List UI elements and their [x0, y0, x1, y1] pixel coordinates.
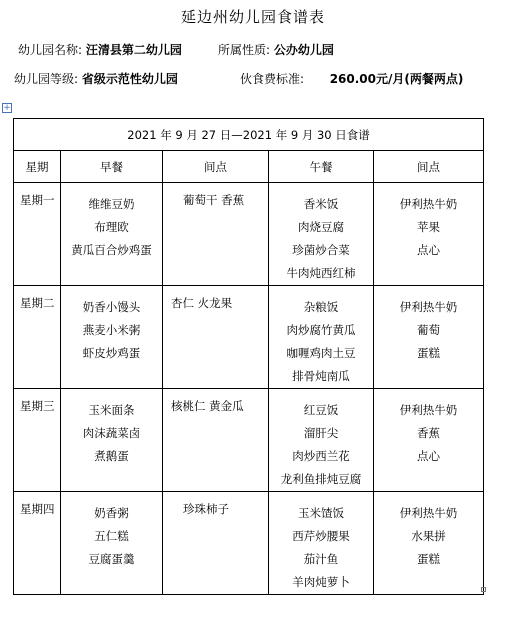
table-caption-row — [14, 119, 484, 151]
snack-cell: 杏仁 火龙果 — [163, 286, 269, 389]
fee-label: 伙食费标准: — [240, 72, 305, 86]
header-snack-1: 间点 — [163, 151, 269, 183]
menu-item: 虾皮炒鸡蛋 — [82, 346, 141, 360]
type-value: 公办幼儿园 — [273, 43, 334, 57]
breakfast-cell — [61, 286, 163, 389]
breakfast-cell — [61, 389, 163, 492]
menu-item: 香米饭 — [303, 197, 339, 211]
table-row — [14, 286, 484, 389]
weekday-label: 星期二 — [14, 286, 61, 389]
lunch-cell — [269, 286, 374, 389]
menu-item: 伊利热牛奶 — [399, 506, 458, 520]
menu-item: 煮鹅蛋 — [94, 449, 129, 463]
kindergarten-grade — [14, 70, 178, 87]
menu-item: 蛋糕 — [417, 552, 441, 566]
menu-item: 蛋糕 — [417, 346, 441, 360]
table-caption: 2021 年 9 月 27 日—2021 年 9 月 30 日食谱 — [14, 119, 484, 151]
grade-value: 省级示范性幼儿园 — [81, 72, 178, 86]
menu-item: 苹果 — [417, 220, 441, 234]
menu-item: 玉米面条 — [88, 403, 135, 417]
menu-item: 羊肉炖萝卜 — [292, 575, 350, 589]
menu-item: 维维豆奶 — [88, 197, 135, 211]
menu-item: 西芹炒腰果 — [292, 529, 350, 543]
menu-item: 肉烧豆腐 — [298, 220, 344, 234]
table-row — [14, 183, 484, 286]
menu-item: 龙利鱼排炖豆腐 — [280, 472, 362, 486]
header-breakfast: 早餐 — [61, 151, 163, 183]
snack-cell: 葡萄干 香蕉 — [163, 183, 269, 286]
menu-item: 伊利热牛奶 — [399, 197, 458, 211]
menu-item: 点心 — [417, 243, 441, 257]
menu-item: 溜肝尖 — [303, 426, 339, 440]
type-label: 所属性质: — [218, 43, 271, 57]
breakfast-cell — [61, 183, 163, 286]
afternoon-snack-cell — [374, 492, 484, 595]
menu-item: 黄瓜百合炒鸡蛋 — [71, 243, 152, 257]
kindergarten-type — [218, 41, 334, 58]
lunch-cell — [269, 492, 374, 595]
table-row — [14, 492, 484, 595]
snack-cell: 核桃仁 黄金瓜 — [163, 389, 269, 492]
name-value: 汪清县第二幼儿园 — [85, 43, 182, 57]
breakfast-cell — [61, 492, 163, 595]
header-lunch: 午餐 — [269, 151, 374, 183]
menu-item: 香蕉 — [417, 426, 441, 440]
weekday-label: 星期三 — [14, 389, 61, 492]
menu-item: 燕麦小米粥 — [82, 323, 141, 337]
menu-item: 玉米馇饭 — [298, 506, 344, 520]
menu-item: 豆腐蛋羹 — [88, 552, 135, 566]
menu-item: 伊利热牛奶 — [399, 403, 458, 417]
menu-item: 布理欧 — [94, 220, 129, 234]
header-snack-2: 间点 — [374, 151, 484, 183]
menu-item: 排骨炖南瓜 — [292, 369, 350, 383]
grade-label: 幼儿园等级: — [14, 72, 79, 86]
menu-item: 肉炒西兰花 — [292, 449, 350, 463]
afternoon-snack-cell — [374, 389, 484, 492]
fee-value: 260.00元/月(两餐两点) — [329, 72, 464, 86]
table-resize-handle[interactable] — [481, 587, 486, 592]
afternoon-snack-cell — [374, 286, 484, 389]
kindergarten-name — [18, 41, 182, 58]
menu-item: 咖喱鸡肉土豆 — [286, 346, 356, 360]
menu-item: 珍菌炒合菜 — [292, 243, 350, 257]
menu-item: 茄汁鱼 — [303, 552, 339, 566]
weekday-label: 星期四 — [14, 492, 61, 595]
menu-item: 牛肉炖西红柿 — [286, 266, 356, 280]
header-weekday: 星期 — [14, 151, 61, 183]
name-label: 幼儿园名称: — [18, 43, 83, 57]
table-header-row — [14, 151, 484, 183]
table-move-handle-icon[interactable]: + — [3, 103, 11, 113]
lunch-cell — [269, 183, 374, 286]
menu-item: 肉沫蔬菜卤 — [82, 426, 141, 440]
menu-item: 伊利热牛奶 — [399, 300, 458, 314]
afternoon-snack-cell — [374, 183, 484, 286]
menu-item: 奶香小馒头 — [82, 300, 141, 314]
menu-item: 五仁糕 — [94, 529, 129, 543]
menu-item: 葡萄 — [417, 323, 441, 337]
menu-item: 肉炒腐竹黄瓜 — [286, 323, 356, 337]
weekday-label: 星期一 — [14, 183, 61, 286]
menu-item: 奶香粥 — [94, 506, 129, 520]
menu-table — [13, 118, 484, 595]
snack-cell: 珍珠柿子 — [163, 492, 269, 595]
menu-item: 点心 — [417, 449, 441, 463]
menu-item: 杂粮饭 — [303, 300, 339, 314]
menu-item: 红豆饭 — [303, 403, 339, 417]
meal-fee — [240, 70, 463, 87]
lunch-cell — [269, 389, 374, 492]
menu-item: 水果拼 — [411, 529, 446, 543]
page-title: 延边州幼儿园食谱表 — [180, 8, 325, 26]
table-row — [14, 389, 484, 492]
